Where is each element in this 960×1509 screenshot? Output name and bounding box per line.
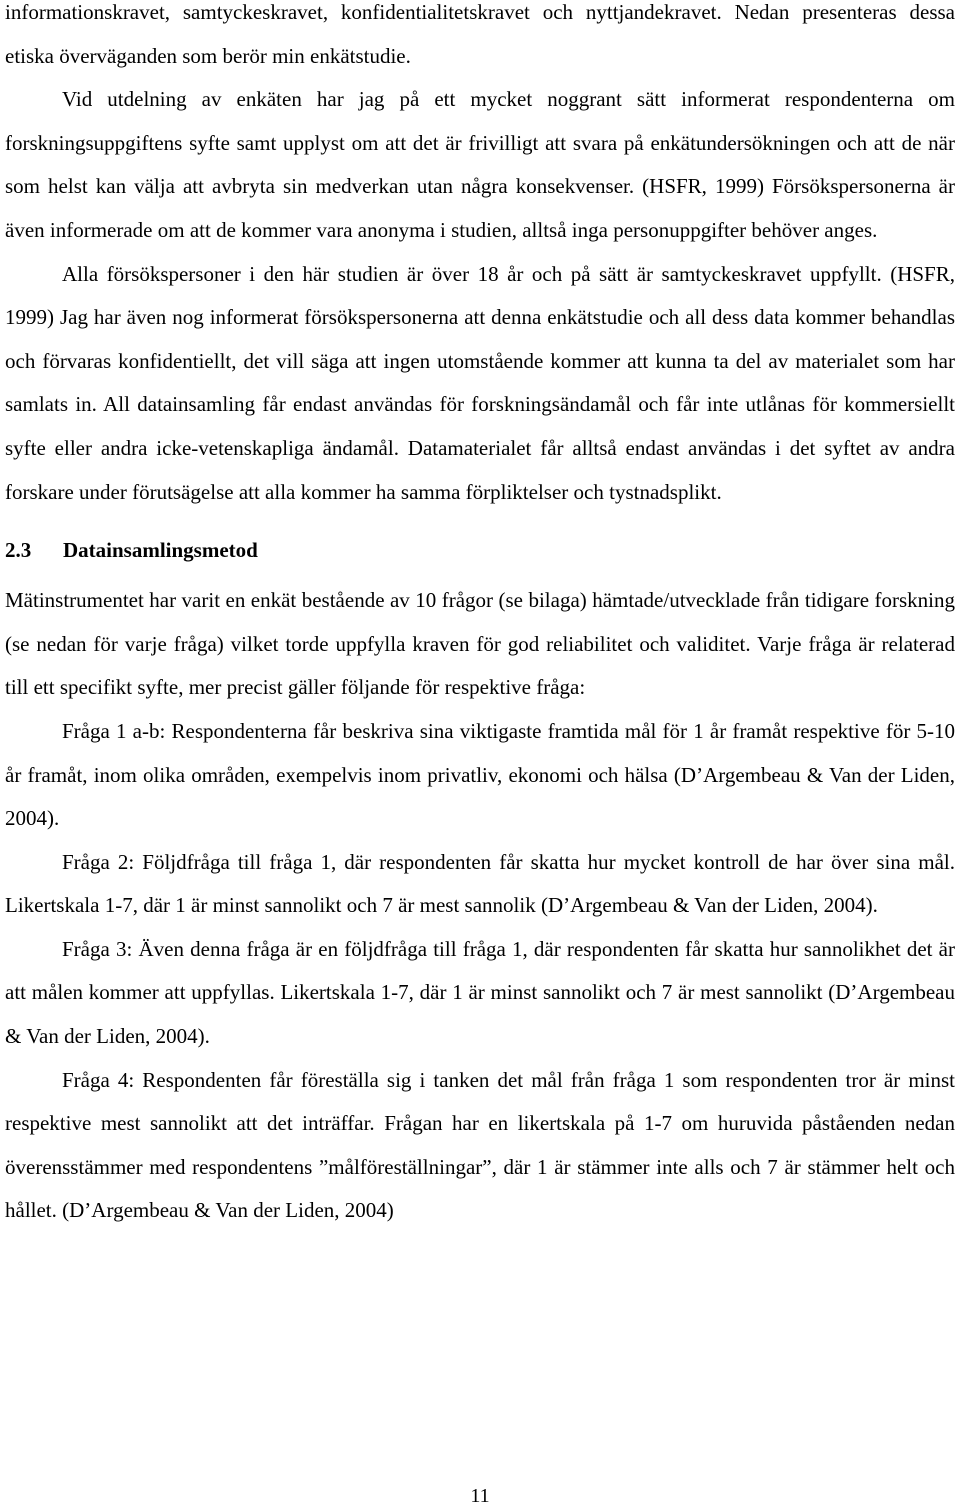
- paragraph-information-requirement: Vid utdelning av enkäten har jag på ett mycket noggrant sätt informerat respondenterna om forskningsuppgiftens syfte samt upplyst om att det är frivilligt att svara på enkätundersökningen och att de när som helst kan välja att avbryta sin medverkan utan några konsekvenser. (HSFR, 1999) Försökspersonerna är även informerade om att de kommer vara anonyma i studien, alltså inga personuppgifter behöver anges.: [5, 87, 955, 242]
- paragraph-consent-requirement: Alla försökspersoner i den här studien är över 18 år och på sätt är samtyckeskravet uppfyllt. (HSFR, 1999) Jag har även nog informerat försökspersonerna att denna enkätstudie och all dess data kommer behandlas och förvaras konfidentiellt, det vill säga att ingen utomstående kommer att kunna ta del av materialet som har samlats in. All datainsamling får endast användas för forskningsändamål och får inte utlånas för kommersiellt syfte eller andra icke-vetenskapliga ändamål. Datamaterialet får alltså endast användas i det syftet av andra forskare under förutsägelse att alla kommer ha samma förpliktelser och tystnadsplikt.: [5, 261, 955, 504]
- section-heading: [5, 535, 955, 565]
- document-page: [5, 0, 955, 1509]
- paragraph-question-4: Fråga 4: Respondenten får föreställa sig i tanken det mål från fråga 1 som respondenten tror är minst respektive mest sannolikt att det inträffar. Frågan har en likertskala på 1-7 om huruvida påståenden nedan överensstämmer med respondentens ”målföreställningar”, där 1 är stämmer inte alls och 7 är stämmer helt och hållet. (D’Argembeau & Van der Liden, 2004): [5, 1067, 955, 1223]
- page-number: 11: [470, 1485, 490, 1507]
- section-number: 2.3: [5, 538, 32, 563]
- paragraph-question-1: Fråga 1 a-b: Respondenterna får beskriva sina viktigaste framtida mål för 1 år framåt respektive för 5-10 år framåt, inom olika områden, exempelvis inom privatliv, ekonomi och hälsa (D’Argembeau & Van der Liden, 2004).: [5, 718, 955, 831]
- paragraph-question-3: Fråga 3: Även denna fråga är en följdfråga till fråga 1, där respondenten får skatta hur sannolikhet det är att målen kommer att uppfyllas. Likertskala 1-7, där 1 är minst sannolikt och 7 är mest sannolikt (D’Argembeau & Van der Liden, 2004).: [5, 936, 955, 1049]
- paragraph-intro-end: informationskravet, samtyckeskravet, konfidentialitetskravet och nyttjandekravet. Nedan presenteras dessa etiska överväganden som berör min enkätstudie.: [5, 0, 955, 68]
- paragraph-question-2: Fråga 2: Följdfråga till fråga 1, där respondenten får skatta hur mycket kontroll de har över sina mål. Likertskala 1-7, där 1 är minst sannolikt och 7 är mest sannolik (D’Argembeau & Van der Liden, 2004).: [5, 849, 955, 918]
- paragraph-instrument: Mätinstrumentet har varit en enkät bestående av 10 frågor (se bilaga) hämtade/utvecklade från tidigare forskning (se nedan för varje fråga) vilket torde uppfylla kraven för god reliabilitet och validitet. Varje fråga är relaterad till ett specifikt syfte, mer precist gäller följande för respektive fråga:: [5, 588, 955, 700]
- section-title: Datainsamlingsmetod: [63, 538, 258, 563]
